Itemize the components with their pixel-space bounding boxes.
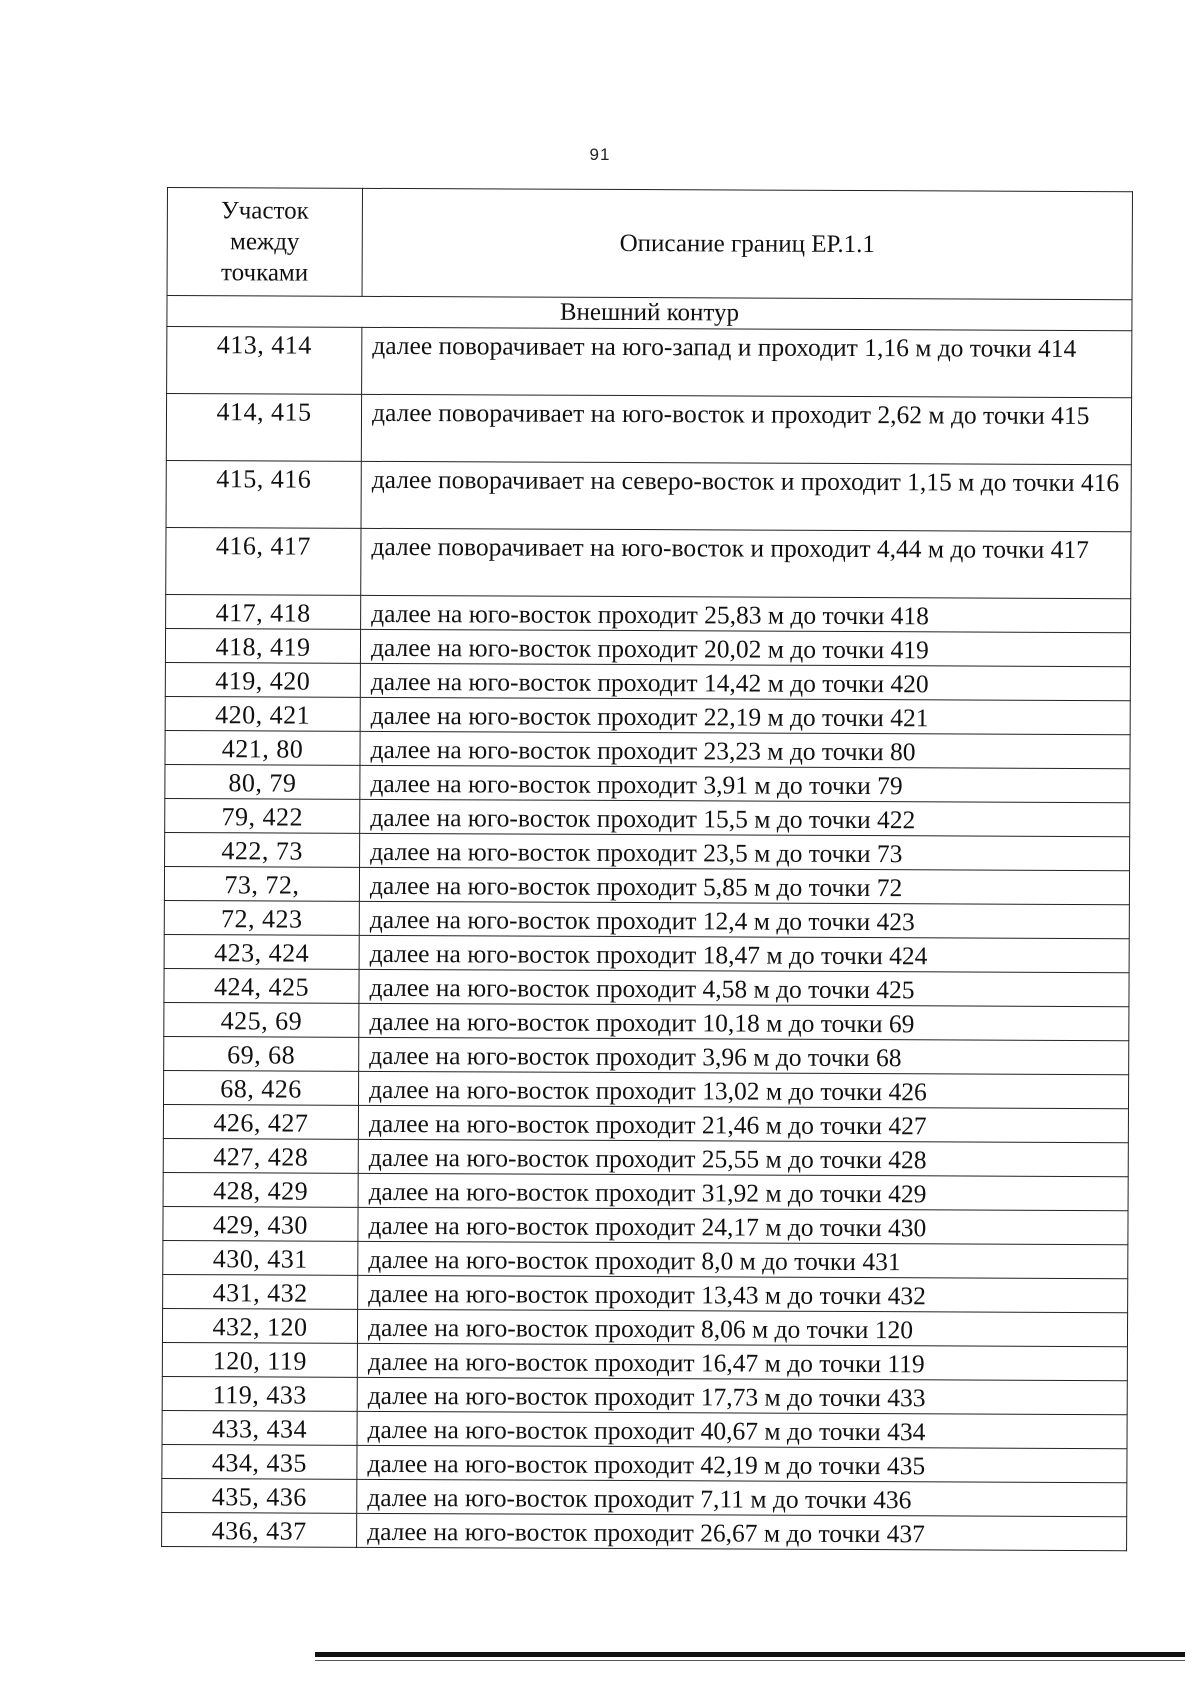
table-row xyxy=(164,866,1129,904)
description-cell: далее на юго-восток проходит 22,19 м до точки 421 xyxy=(360,697,1130,734)
segment-header-line: между xyxy=(229,228,300,256)
table-row xyxy=(162,1342,1127,1380)
description-cell: далее на юго-восток проходит 13,43 м до точки 432 xyxy=(358,1275,1128,1312)
description-cell: далее на юго-восток проходит 15,5 м до точки 422 xyxy=(360,799,1130,836)
table-row xyxy=(163,1274,1128,1312)
description-cell: далее на юго-восток проходит 13,02 м до точки 426 xyxy=(358,1071,1128,1108)
segment-cell: 415, 416 xyxy=(166,460,361,528)
description-cell: далее на юго-восток проходит 12,4 м до точки 423 xyxy=(359,901,1129,938)
segment-cell: 428, 429 xyxy=(163,1172,358,1207)
segment-cell: 421, 80 xyxy=(165,730,360,765)
segment-cell: 434, 435 xyxy=(162,1444,357,1479)
table-row xyxy=(166,527,1131,598)
table-body xyxy=(162,296,1132,1551)
segment-cell: 436, 437 xyxy=(162,1512,357,1547)
description-cell: далее на юго-восток проходит 8,0 м до точки 431 xyxy=(358,1241,1128,1278)
table-row xyxy=(163,1206,1128,1244)
page-number: 91 xyxy=(589,145,611,164)
description-cell: далее на юго-восток проходит 10,18 м до точки 69 xyxy=(359,1003,1129,1040)
table-row xyxy=(163,1172,1128,1210)
table-row xyxy=(162,1376,1127,1414)
segment-cell: 417, 418 xyxy=(166,594,361,629)
segment-header-line: Участок xyxy=(220,197,309,225)
table-row xyxy=(164,968,1129,1006)
table-row xyxy=(165,628,1130,666)
segment-cell: 79, 422 xyxy=(165,798,360,833)
description-cell: далее на юго-восток проходит 31,92 м до точки 429 xyxy=(358,1173,1128,1210)
description-cell: далее на юго-восток проходит 25,55 м до точки 428 xyxy=(358,1139,1128,1176)
segment-header-line: точками xyxy=(221,259,309,287)
description-cell: далее на юго-восток проходит 20,02 м до точки 419 xyxy=(360,629,1130,666)
segment-cell: 413, 414 xyxy=(167,327,362,395)
segment-cell: 72, 423 xyxy=(164,900,359,935)
description-cell: далее на юго-восток проходит 25,83 м до точки 418 xyxy=(361,595,1131,632)
bottom-rule-thin xyxy=(315,1660,1185,1661)
table-row xyxy=(163,1138,1128,1176)
segment-cell: 427, 428 xyxy=(163,1138,358,1173)
table-row xyxy=(167,327,1132,398)
table-row xyxy=(162,1308,1127,1346)
section-title: Внешний контур xyxy=(167,296,1132,331)
table-row xyxy=(162,1444,1127,1482)
description-cell: далее поворачивает на юго-запад и проходит 1,16 м до точки 414 xyxy=(362,327,1132,397)
description-cell: далее на юго-восток проходит 3,96 м до точки 68 xyxy=(359,1037,1129,1074)
description-cell: далее на юго-восток проходит 8,06 м до точки 120 xyxy=(357,1309,1127,1346)
segment-cell: 69, 68 xyxy=(164,1036,359,1071)
description-cell: далее на юго-восток проходит 7,11 м до точки 436 xyxy=(357,1479,1127,1516)
table-row xyxy=(162,1512,1127,1550)
segment-cell: 119, 433 xyxy=(162,1376,357,1411)
description-cell: далее на юго-восток проходит 3,91 м до точки 79 xyxy=(360,765,1130,802)
segment-cell: 423, 424 xyxy=(164,934,359,969)
description-cell: далее на юго-восток проходит 26,67 м до точки 437 xyxy=(357,1513,1127,1550)
table-row xyxy=(163,1240,1128,1278)
table-row xyxy=(165,730,1130,768)
table-row xyxy=(166,394,1131,465)
segment-cell: 425, 69 xyxy=(164,1002,359,1037)
segment-cell: 73, 72, xyxy=(164,866,359,901)
description-cell: далее на юго-восток проходит 24,17 м до точки 430 xyxy=(358,1207,1128,1244)
description-cell: далее на юго-восток проходит 23,5 м до точки 73 xyxy=(360,833,1130,870)
segment-cell: 120, 119 xyxy=(162,1342,357,1377)
segment-cell: 424, 425 xyxy=(164,968,359,1003)
segment-cell: 420, 421 xyxy=(165,696,360,731)
segment-cell: 418, 419 xyxy=(165,628,360,663)
description-cell: далее на юго-восток проходит 18,47 м до точки 424 xyxy=(359,935,1129,972)
section-row xyxy=(167,296,1132,331)
description-cell: далее поворачивает на северо-восток и проходит 1,15 м до точки 416 xyxy=(361,461,1131,531)
description-cell: далее на юго-восток проходит 16,47 м до точки 119 xyxy=(357,1343,1127,1380)
table-header-row xyxy=(167,188,1132,300)
segment-cell: 419, 420 xyxy=(165,662,360,697)
table-row xyxy=(164,900,1129,938)
segment-cell: 80, 79 xyxy=(165,764,360,799)
segment-cell: 414, 415 xyxy=(166,394,361,462)
description-column-header: Описание границ ЕР.1.1 xyxy=(362,188,1132,299)
description-cell: далее на юго-восток проходит 5,85 м до точки 72 xyxy=(359,867,1129,904)
description-cell: далее на юго-восток проходит 40,67 м до точки 434 xyxy=(357,1411,1127,1448)
description-cell: далее на юго-восток проходит 23,23 м до точки 80 xyxy=(360,731,1130,768)
segment-column-header xyxy=(167,188,362,297)
description-cell: далее на юго-восток проходит 14,42 м до точки 420 xyxy=(360,663,1130,700)
table-row xyxy=(162,1478,1127,1516)
description-cell: далее поворачивает на юго-восток и проходит 4,44 м до точки 417 xyxy=(361,528,1131,598)
table-row xyxy=(164,934,1129,972)
segment-cell: 433, 434 xyxy=(162,1410,357,1445)
description-cell: далее на юго-восток проходит 42,19 м до точки 435 xyxy=(357,1445,1127,1482)
table-row xyxy=(165,696,1130,734)
table-row xyxy=(164,1036,1129,1074)
segment-cell: 426, 427 xyxy=(163,1104,358,1139)
segment-cell: 430, 431 xyxy=(163,1240,358,1275)
table-row xyxy=(165,662,1130,700)
segment-cell: 416, 417 xyxy=(166,527,361,595)
description-cell: далее на юго-восток проходит 21,46 м до точки 427 xyxy=(358,1105,1128,1142)
segment-cell: 435, 436 xyxy=(162,1478,357,1513)
description-cell: далее поворачивает на юго-восток и проходит 2,62 м до точки 415 xyxy=(361,394,1131,464)
table-row xyxy=(166,594,1131,632)
table-row xyxy=(162,1410,1127,1448)
table-row xyxy=(165,798,1130,836)
segment-cell: 68, 426 xyxy=(163,1070,358,1105)
description-cell: далее на юго-восток проходит 4,58 м до точки 425 xyxy=(359,969,1129,1006)
description-cell: далее на юго-восток проходит 17,73 м до точки 433 xyxy=(357,1377,1127,1414)
table-row xyxy=(164,1002,1129,1040)
table-row xyxy=(163,1070,1128,1108)
segment-cell: 429, 430 xyxy=(163,1206,358,1241)
table-row xyxy=(163,1104,1128,1142)
table-row xyxy=(166,460,1131,531)
segment-cell: 422, 73 xyxy=(165,832,360,867)
segment-cell: 431, 432 xyxy=(163,1274,358,1309)
segment-cell: 432, 120 xyxy=(162,1308,357,1343)
bottom-rule xyxy=(315,1652,1185,1657)
boundary-table xyxy=(161,187,1133,1551)
table-row xyxy=(165,764,1130,802)
table-row xyxy=(165,832,1130,870)
